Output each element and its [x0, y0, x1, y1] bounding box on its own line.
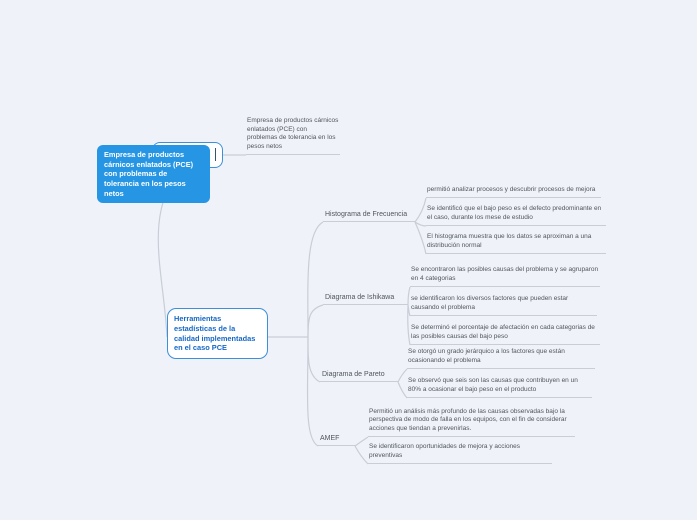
- leaf-text: Permitió un análisis más profundo de las causas observadas bajo la perspectiva de modo de falla en los equipos, con el fin de considerar acciones que tiendan a prevenirlas.: [369, 407, 567, 433]
- branch-label-pareto[interactable]: Diagrama de Pareto: [320, 369, 398, 382]
- text-cursor-icon: [215, 148, 217, 161]
- leaf-text: Se encontraron las posibles causas del problema y se agruparon en 4 categorias: [411, 266, 599, 283]
- leaf-text: Se otorgó un grado jerárquico a los factores que están ocasionando el problema: [408, 348, 565, 365]
- leaf-text: se identificaron los diversos factores que pueden estar causando el problema: [411, 295, 569, 312]
- branch-label-amef[interactable]: AMEF: [318, 433, 355, 446]
- leaf-histograma-3[interactable]: [426, 220, 606, 254]
- leaf-text: El histograma muestra que los datos se aproximan a una distribución normal: [427, 233, 592, 250]
- leaf-text: Se determinó el porcentaje de afectación en cada categorias de las posibles causas del bajo peso: [411, 324, 595, 341]
- leaf-text: Se observó que seis son las causas que contribuyen en un 80% a ocasionar el bajo peso en el producto: [408, 377, 578, 394]
- root-description-text: Empresa de productos cárnicos enlatados (PCE) con problemas de tolerancia en los pesos netos: [247, 116, 339, 151]
- root-description-leaf[interactable]: [246, 111, 340, 155]
- leaf-text: Se identificó que el bajo peso es el defecto predominante en el caso, durante los mese de estudio: [427, 205, 602, 222]
- branch-label-histograma[interactable]: Histograma de Frecuencia: [323, 209, 415, 222]
- center-node[interactable]: Herramientas estadísticas de la calidad implementadas en el caso PCE: [167, 308, 268, 359]
- leaf-text: Se identificaron oportunidades de mejora y acciones preventivas: [369, 443, 521, 460]
- leaf-text: permitió analizar procesos y descubrir procesos de mejora: [427, 186, 596, 194]
- root-node[interactable]: Empresa de productos cárnicos enlatados (PCE) con problemas de tolerancia en los pesos netos: [97, 145, 210, 203]
- leaf-amef-2[interactable]: [368, 430, 552, 464]
- branch-label-ishikawa[interactable]: Diagrama de Ishikawa: [323, 292, 408, 305]
- leaf-pareto-2[interactable]: [407, 364, 592, 398]
